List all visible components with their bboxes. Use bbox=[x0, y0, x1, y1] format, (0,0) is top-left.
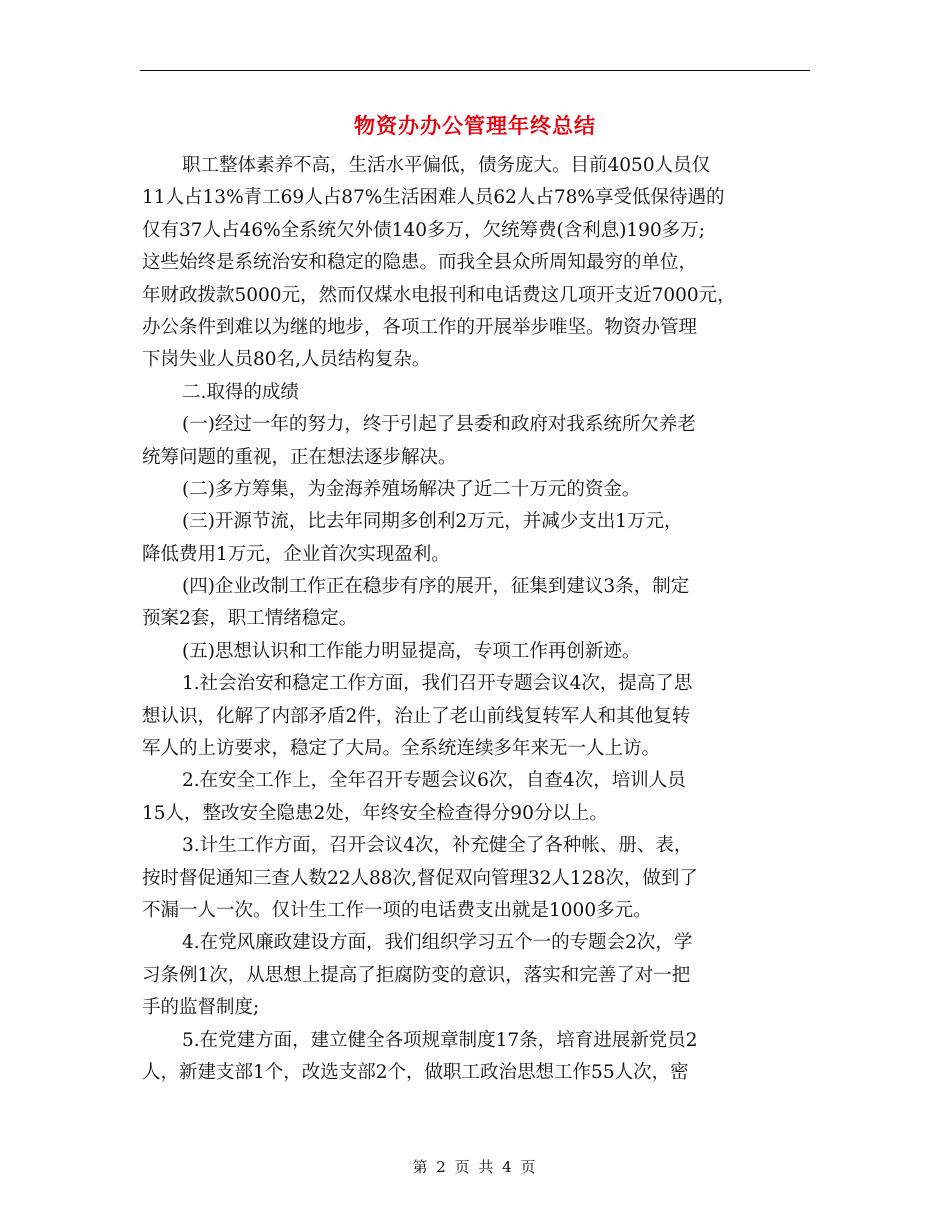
body-line: 仅有37人占46%全系统欠外债140多万，欠统筹费(含利息)190多万; bbox=[142, 219, 705, 241]
body-line: 职工整体素养不高，生活水平偏低，债务庞大。目前4050人员仅 bbox=[182, 155, 711, 176]
body-line: (五)思想认识和工作能力明显提高，专项工作再创新迹。 bbox=[182, 640, 641, 662]
body-line: 办公条件到难以为继的地步，各项工作的开展举步唯坚。物资办管理 bbox=[142, 316, 698, 338]
body-line: 4.在党风廉政建设方面，我们组织学习五个一的专题会2次，学 bbox=[182, 932, 693, 954]
body-line: 2.在安全工作上，全年召开专题会议6次，自查4次，培训人员 bbox=[182, 770, 686, 792]
body-line: (三)开源节流，比去年同期多创利2万元，并减少支出1万元， bbox=[182, 511, 683, 533]
body-line: (一)经过一年的努力，终于引起了县委和政府对我系统所欠养老 bbox=[182, 414, 696, 436]
body-line: 军人的上访要求，稳定了大局。全系统连续多年来无一人上访。 bbox=[142, 738, 661, 760]
body-line: 年财政拨款5000元，然而仅煤水电报刊和电话费这几项开支近7000元， bbox=[142, 284, 736, 306]
body-line: 习条例1次，从思想上提高了拒腐防变的意识，落实和完善了对一把 bbox=[142, 964, 691, 986]
body-line: (四)企业改制工作正在稳步有序的展开，征集到建议3条，制定 bbox=[182, 576, 690, 598]
body-line: 降低费用1万元，企业首次实现盈利。 bbox=[142, 543, 450, 565]
body-line: 统筹问题的重视，正在想法逐步解决。 bbox=[142, 446, 457, 468]
body-line: 按时督促通知三查人数22人88次,督促双向管理32人128次，做到了 bbox=[142, 867, 698, 889]
body-line: 1.社会治安和稳定工作方面，我们召开专题会议4次，提高了思 bbox=[182, 673, 693, 695]
body-line: 不漏一人一次。仅计生工作一项的电话费支出就是1000多元。 bbox=[142, 899, 652, 921]
body-line: (二)多方筹集，为金海养殖场解决了近二十万元的资金。 bbox=[182, 478, 641, 500]
body-line: 预案2套，职工情绪稳定。 bbox=[142, 608, 358, 630]
body-line: 人，新建支部1个，改选支部2个，做职工政治思想工作55人次，密 bbox=[142, 1061, 689, 1083]
body-line: 手的监督制度; bbox=[142, 997, 260, 1019]
body-line: 3.计生工作方面，召开会议4次，补充健全了各种帐、册、表， bbox=[182, 835, 693, 857]
body-line: 11人占13%青工69人占87%生活困难人员62人占78%享受低保待遇的 bbox=[142, 187, 725, 209]
document-title: 物资办办公管理年终总结 bbox=[354, 113, 596, 138]
section-heading: 二.取得的成绩 bbox=[182, 381, 299, 403]
header-rule bbox=[140, 70, 810, 71]
body-line: 这些始终是系统治安和稳定的隐患。而我全县众所周知最穷的单位， bbox=[142, 252, 698, 274]
body-line: 下岗失业人员80名,人员结构复杂。 bbox=[142, 349, 431, 371]
page-number: 第 2 页 共 4 页 bbox=[412, 1158, 538, 1176]
body-line: 想认识，化解了内部矛盾2件，治止了老山前线复转军人和其他复转 bbox=[142, 705, 691, 727]
body-line: 5.在党建方面，建立健全各项规章制度17条，培育进展新党员2 bbox=[182, 1029, 698, 1051]
document-body bbox=[142, 150, 814, 1089]
body-line: 15人，整改安全隐患2处，年终安全检查得分90分以上。 bbox=[142, 802, 608, 824]
